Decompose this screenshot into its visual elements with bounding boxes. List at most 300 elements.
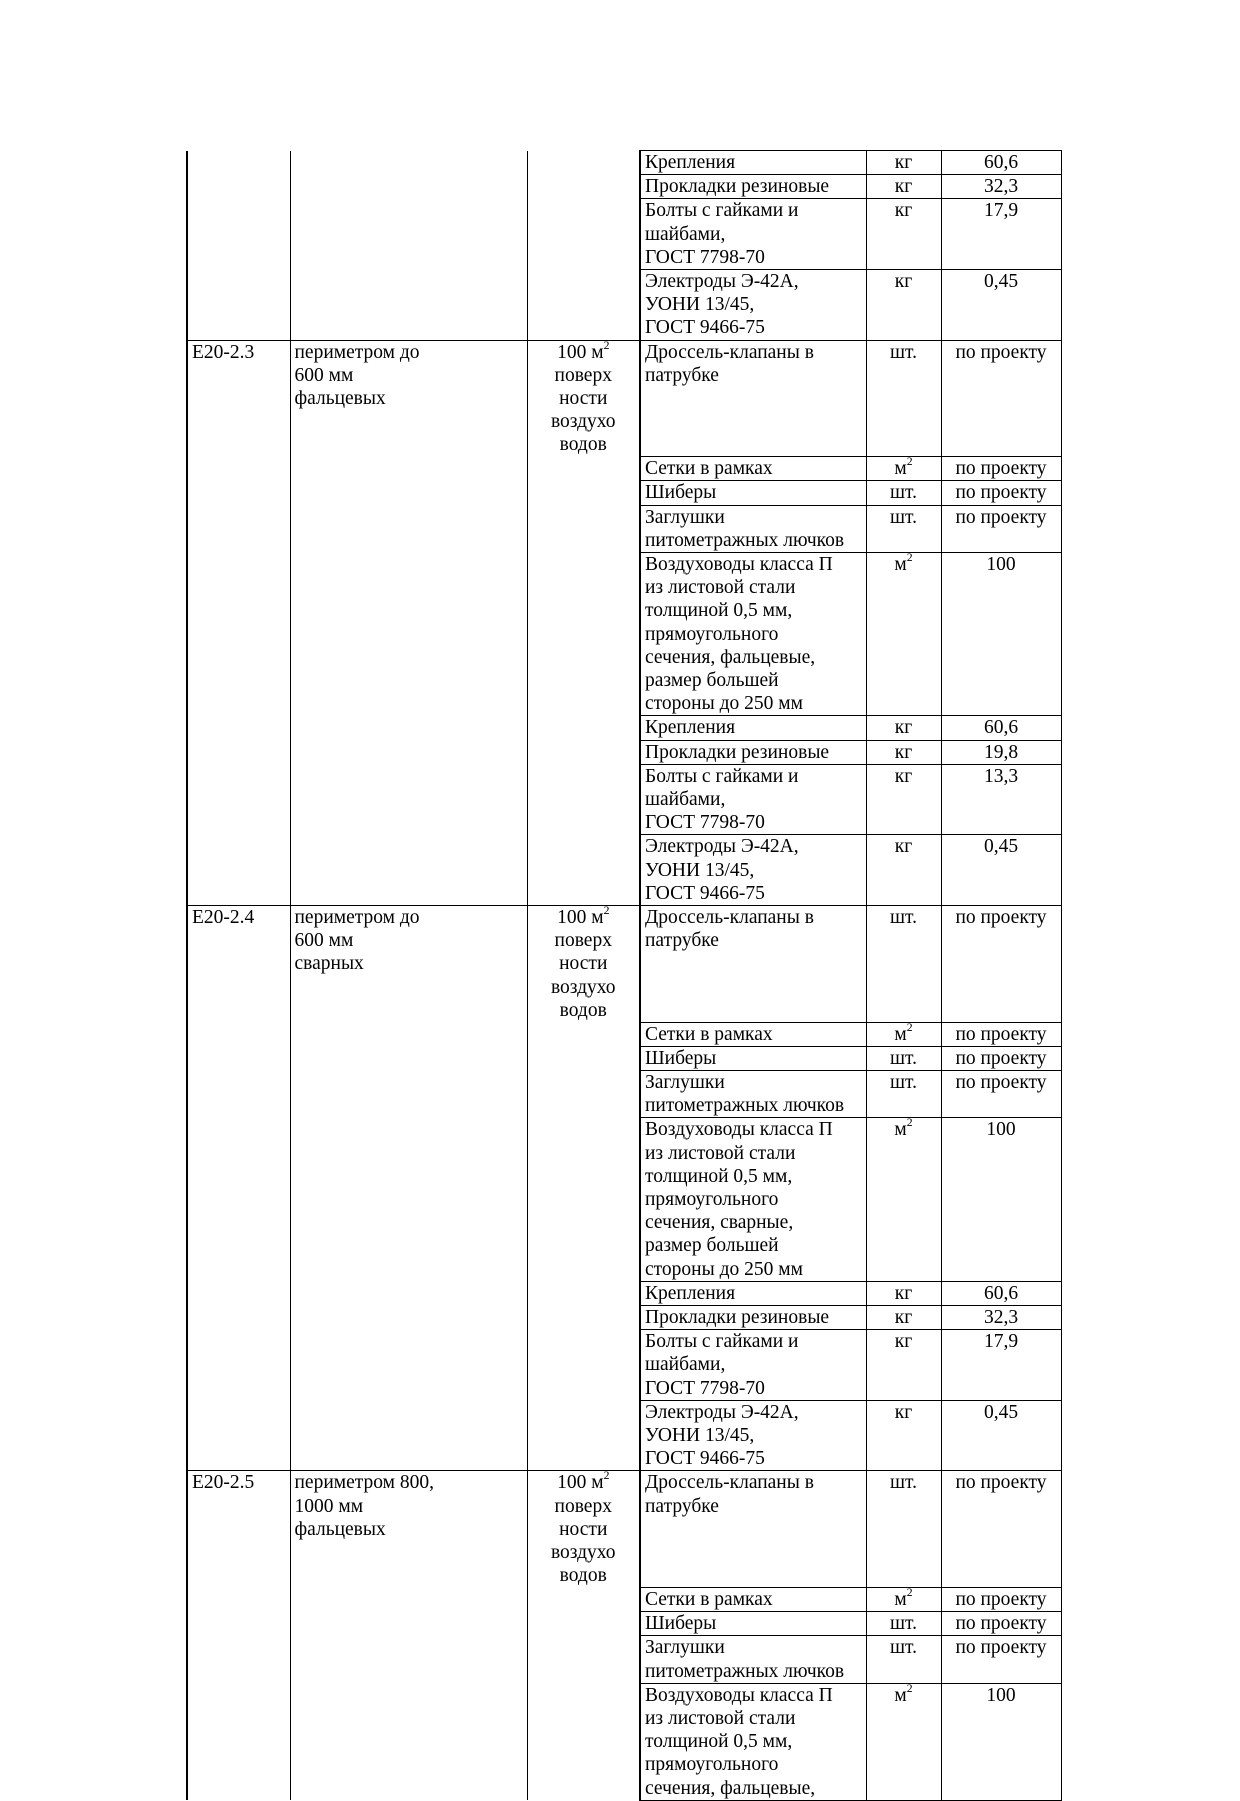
norm-unit-cell (527, 1281, 640, 1305)
norm-unit-cell (527, 151, 640, 175)
norm-unit-superscript: 2 (603, 1469, 610, 1483)
table-row (187, 505, 1061, 552)
table-row (187, 481, 1061, 505)
material-quantity: по проекту (955, 506, 1047, 528)
material-quantity: 100 (986, 1119, 1016, 1141)
norm-code-cell (187, 340, 290, 457)
norm-unit-cell (527, 1330, 640, 1401)
material-unit: м (894, 1588, 907, 1610)
material-quantity: по проекту (955, 1023, 1047, 1045)
material-name-line: Заглушки (645, 1071, 725, 1093)
table-row (187, 1330, 1061, 1401)
norm-description-line: периметром до (294, 341, 420, 363)
material-name-line: толщиной 0,5 мм, (645, 1731, 793, 1753)
material-unit: м (894, 1119, 907, 1141)
norm-code-cell (187, 716, 290, 740)
material-name-line: патрубке (645, 930, 719, 952)
table-row (187, 1305, 1061, 1329)
norm-code-cell (187, 1683, 290, 1800)
material-name-line: из листовой стали (645, 1142, 796, 1164)
table-row (187, 1471, 1061, 1588)
material-name-cell (640, 175, 866, 199)
material-quantity: 17,9 (983, 200, 1019, 222)
norm-unit-cell (527, 505, 640, 552)
material-unit-cell (866, 1330, 941, 1401)
material-name-line: Прокладки резиновые (645, 1306, 830, 1328)
norm-unit-base-text: 100 м (557, 907, 604, 928)
material-unit: м (894, 458, 907, 480)
material-name-cell (640, 1330, 866, 1401)
material-name-line: ГОСТ 7798-70 (645, 812, 765, 834)
material-name-line: ГОСТ 9466-75 (645, 882, 765, 904)
norm-description-cell (290, 906, 527, 1023)
norm-unit-line: водов (559, 1565, 607, 1587)
material-quantity: по проекту (955, 907, 1047, 928)
table-row (187, 835, 1061, 906)
material-quantity-cell (941, 1471, 1061, 1588)
material-quantity: 60,6 (983, 152, 1019, 173)
material-quantity-cell (941, 1683, 1061, 1800)
table-row (187, 1587, 1061, 1611)
material-name-cell (640, 835, 866, 906)
material-name-cell (640, 199, 866, 270)
material-name-line: Крепления (645, 717, 736, 739)
material-quantity-cell (941, 175, 1061, 199)
material-quantity-cell (941, 505, 1061, 552)
material-unit: кг (894, 717, 913, 739)
material-quantity-cell (941, 1022, 1061, 1046)
norm-code: Е20-2.5 (192, 1472, 255, 1494)
norm-description-line: периметром 800, (294, 1472, 434, 1494)
material-unit-cell (866, 1612, 941, 1636)
material-quantity: по проекту (955, 1588, 1047, 1610)
material-unit-superscript: 2 (906, 1681, 913, 1695)
material-quantity: 13,3 (983, 765, 1019, 787)
material-unit-cell (866, 716, 941, 740)
material-name-line: Прокладки резиновые (645, 741, 830, 763)
material-name-line: размер большей (645, 1235, 779, 1257)
material-name-line: из листовой стали (645, 577, 796, 599)
material-quantity-cell (941, 1281, 1061, 1305)
material-unit: шт. (890, 1047, 917, 1069)
material-quantity-cell (941, 906, 1061, 1023)
material-unit: кг (894, 741, 913, 763)
norm-code-cell (187, 199, 290, 270)
norm-code-cell (187, 1070, 290, 1117)
table-row (187, 1612, 1061, 1636)
material-name-cell (640, 1281, 866, 1305)
material-unit-cell (866, 199, 941, 270)
material-unit: кг (894, 176, 913, 198)
norm-description-line: фальцевых (294, 388, 386, 410)
table-row (187, 1281, 1061, 1305)
material-quantity: 0,45 (983, 1401, 1019, 1423)
material-name-line: прямоугольного (645, 1188, 779, 1210)
material-name-cell (640, 270, 866, 341)
material-quantity-cell (941, 716, 1061, 740)
material-quantity-cell (941, 1046, 1061, 1070)
norm-code-cell (187, 764, 290, 835)
material-name-line: Сетки в рамках (645, 1588, 773, 1610)
material-quantity: 17,9 (983, 1331, 1019, 1353)
material-quantity: по проекту (955, 458, 1047, 480)
norm-description-cell (290, 151, 527, 175)
norm-code-cell (187, 1305, 290, 1329)
material-quantity: 32,3 (983, 1306, 1019, 1328)
norm-unit-base-text: 100 м (557, 1472, 604, 1494)
material-name-line: Электроды Э-42А, (645, 271, 799, 293)
material-unit: кг (894, 836, 913, 858)
table-body (187, 151, 1061, 1801)
norms-table (186, 150, 1062, 1801)
norm-unit-cell (527, 1612, 640, 1636)
material-unit-cell (866, 1587, 941, 1611)
material-unit-cell (866, 764, 941, 835)
norm-code-cell (187, 1400, 290, 1471)
material-name-line: питометражных лючков (645, 1660, 845, 1682)
material-name-cell (640, 716, 866, 740)
norm-unit-line: ности (559, 388, 608, 410)
material-unit: кг (894, 765, 913, 787)
norm-unit-cell (527, 1587, 640, 1611)
material-name-line: Шиберы (645, 1613, 717, 1635)
material-unit: м (894, 553, 907, 575)
material-unit: шт. (890, 1637, 917, 1659)
norm-unit-cell (527, 1022, 640, 1046)
material-quantity-cell (941, 270, 1061, 341)
norm-unit-cell (527, 1400, 640, 1471)
material-name-line: ГОСТ 9466-75 (645, 317, 765, 339)
material-name-line: шайбами, (645, 223, 726, 245)
material-unit: кг (894, 1306, 913, 1328)
material-name-line: Болты с гайками и (645, 1331, 799, 1353)
material-quantity: по проекту (955, 482, 1047, 504)
material-unit: шт. (890, 1472, 917, 1494)
table-row (187, 1683, 1061, 1800)
norm-unit-line: воздухо (550, 1541, 616, 1563)
material-quantity-cell (941, 1636, 1061, 1683)
material-name-cell (640, 340, 866, 457)
material-quantity-cell (941, 1305, 1061, 1329)
norm-unit-cell (527, 340, 640, 457)
material-unit: шт. (890, 907, 917, 928)
material-unit: кг (894, 200, 913, 222)
material-name-cell (640, 1400, 866, 1471)
material-unit: шт. (890, 1071, 917, 1093)
material-unit: кг (894, 1331, 913, 1353)
norm-code-cell (187, 1330, 290, 1401)
material-unit-cell (866, 1683, 941, 1800)
material-quantity: 60,6 (983, 717, 1019, 739)
material-name-line: Дроссель-клапаны в (645, 1472, 814, 1494)
table-row (187, 270, 1061, 341)
material-name-line: толщиной 0,5 мм, (645, 600, 793, 622)
material-unit-cell (866, 1070, 941, 1117)
norm-description-cell (290, 1683, 527, 1800)
material-name-line: прямоугольного (645, 623, 779, 645)
norm-code-cell (187, 835, 290, 906)
norm-unit-superscript: 2 (603, 904, 610, 918)
material-quantity-cell (941, 1587, 1061, 1611)
norm-description-cell (290, 340, 527, 457)
material-unit-cell (866, 1400, 941, 1471)
material-unit-cell (866, 340, 941, 457)
material-name-cell (640, 1305, 866, 1329)
material-quantity: 32,3 (983, 176, 1019, 198)
material-name-line: ГОСТ 7798-70 (645, 1377, 765, 1399)
norm-unit-line: водов (559, 434, 607, 456)
material-name-line: Болты с гайками и (645, 200, 799, 222)
norm-unit-cell (527, 1471, 640, 1588)
norm-unit-cell (527, 1046, 640, 1070)
material-name-cell (640, 1612, 866, 1636)
norm-code-cell (187, 481, 290, 505)
norm-code-cell (187, 1022, 290, 1046)
table-row (187, 151, 1061, 175)
material-quantity-cell (941, 1330, 1061, 1401)
table-row (187, 1636, 1061, 1683)
material-name-line: Воздуховоды класса П (645, 1119, 833, 1141)
material-name-line: патрубке (645, 364, 719, 386)
norm-description-cell (290, 1281, 527, 1305)
table-row (187, 552, 1061, 715)
material-name-cell (640, 1683, 866, 1800)
norm-description-cell (290, 1046, 527, 1070)
norm-description-cell (290, 505, 527, 552)
material-name-cell (640, 906, 866, 1023)
table-row (187, 340, 1061, 457)
material-name-line: УОНИ 13/45, (645, 859, 755, 881)
norm-code: Е20-2.4 (192, 907, 255, 928)
norm-unit-cell (527, 906, 640, 1023)
material-name-cell (640, 505, 866, 552)
table-row (187, 1070, 1061, 1117)
material-unit-cell (866, 270, 941, 341)
material-name-line: стороны до 250 мм (645, 1258, 803, 1280)
table-row (187, 457, 1061, 481)
norm-description-cell (290, 1587, 527, 1611)
norm-unit-line: поверх (554, 1495, 612, 1517)
material-name-line: Сетки в рамках (645, 458, 773, 480)
material-unit-cell (866, 835, 941, 906)
norm-code-cell (187, 505, 290, 552)
norm-description-cell (290, 481, 527, 505)
norm-unit-cell (527, 270, 640, 341)
table-row (187, 175, 1061, 199)
norm-unit-superscript: 2 (603, 338, 610, 352)
material-unit-cell (866, 1046, 941, 1070)
material-unit-cell (866, 1636, 941, 1683)
material-name-line: патрубке (645, 1495, 719, 1517)
material-unit-superscript: 2 (906, 455, 913, 469)
material-unit: шт. (890, 482, 917, 504)
norm-description-cell (290, 552, 527, 715)
material-name-line: ГОСТ 7798-70 (645, 246, 765, 268)
norm-unit-cell (527, 199, 640, 270)
material-unit-cell (866, 175, 941, 199)
norm-unit-cell (527, 716, 640, 740)
material-quantity-cell (941, 1612, 1061, 1636)
material-quantity: 100 (986, 553, 1016, 575)
norm-unit-base (532, 906, 636, 929)
norm-unit-cell (527, 481, 640, 505)
norm-code-cell (187, 1046, 290, 1070)
norm-code-cell (187, 1118, 290, 1281)
material-name-cell (640, 151, 866, 175)
norm-unit-line: воздухо (550, 976, 616, 998)
norm-description-line: периметром до (294, 907, 420, 928)
norm-code-cell (187, 1612, 290, 1636)
material-unit-superscript: 2 (906, 1586, 913, 1600)
material-name-line: сечения, фальцевые, (645, 1777, 816, 1799)
norm-unit-cell (527, 740, 640, 764)
material-quantity: 0,45 (983, 271, 1019, 293)
table-row (187, 1046, 1061, 1070)
material-name-line: Дроссель-клапаны в (645, 341, 814, 363)
material-unit-cell (866, 1471, 941, 1588)
material-name-line: УОНИ 13/45, (645, 294, 755, 316)
material-name-cell (640, 740, 866, 764)
material-quantity: по проекту (955, 1613, 1047, 1635)
material-quantity: по проекту (955, 1047, 1047, 1069)
material-name-line: Воздуховоды класса П (645, 1684, 833, 1706)
material-unit-superscript: 2 (906, 1020, 913, 1034)
norm-description-cell (290, 716, 527, 740)
table-row (187, 1118, 1061, 1281)
material-name-line: сечения, фальцевые, (645, 646, 816, 668)
norm-unit-cell (527, 457, 640, 481)
material-name-line: Крепления (645, 1282, 736, 1304)
material-quantity-cell (941, 552, 1061, 715)
norm-unit-cell (527, 175, 640, 199)
material-unit: кг (894, 271, 913, 293)
material-name-cell (640, 1471, 866, 1588)
norm-unit-line: поверх (554, 930, 612, 952)
norm-description-cell (290, 1070, 527, 1117)
table-row (187, 764, 1061, 835)
material-name-line: ГОСТ 9466-75 (645, 1448, 765, 1470)
material-name-line: размер большей (645, 669, 779, 691)
material-unit: кг (894, 1401, 913, 1423)
norm-description-cell (290, 740, 527, 764)
material-quantity-cell (941, 764, 1061, 835)
norm-unit-line: ности (559, 953, 608, 975)
norm-description-cell (290, 1330, 527, 1401)
material-name-cell (640, 481, 866, 505)
norm-code-cell (187, 1587, 290, 1611)
norm-unit-cell (527, 1070, 640, 1117)
material-unit-cell (866, 906, 941, 1023)
material-name-cell (640, 1587, 866, 1611)
table-row (187, 906, 1061, 1023)
norm-description-cell (290, 1471, 527, 1588)
norm-code-cell (187, 552, 290, 715)
material-unit-superscript: 2 (906, 551, 913, 565)
norm-code-cell (187, 175, 290, 199)
material-unit-cell (866, 1118, 941, 1281)
material-quantity: 100 (986, 1684, 1016, 1706)
material-quantity-cell (941, 457, 1061, 481)
material-unit-cell (866, 481, 941, 505)
table-row (187, 1400, 1061, 1471)
table-row (187, 1022, 1061, 1046)
norm-description-cell (290, 1612, 527, 1636)
material-name-line: Крепления (645, 152, 736, 173)
norm-code-cell (187, 270, 290, 341)
norm-code: Е20-2.3 (192, 341, 255, 363)
material-unit-superscript: 2 (906, 1116, 913, 1130)
material-name-cell (640, 1046, 866, 1070)
table-row (187, 740, 1061, 764)
material-name-cell (640, 552, 866, 715)
material-quantity-cell (941, 1118, 1061, 1281)
norm-description-line: сварных (294, 953, 364, 975)
material-unit: м (894, 1684, 907, 1706)
material-name-line: Болты с гайками и (645, 765, 799, 787)
material-name-cell (640, 1636, 866, 1683)
material-name-line: Заглушки (645, 1637, 725, 1659)
material-unit-cell (866, 1022, 941, 1046)
norm-description-cell (290, 1118, 527, 1281)
norm-unit-cell (527, 764, 640, 835)
norm-unit-cell (527, 1118, 640, 1281)
material-name-line: УОНИ 13/45, (645, 1424, 755, 1446)
norm-unit-line: ности (559, 1518, 608, 1540)
material-name-line: питометражных лючков (645, 1095, 845, 1117)
material-quantity: по проекту (955, 1637, 1047, 1659)
norm-code-cell (187, 740, 290, 764)
norm-description-cell (290, 199, 527, 270)
material-unit: кг (894, 152, 913, 173)
material-name-line: прямоугольного (645, 1754, 779, 1776)
material-name-cell (640, 1118, 866, 1281)
norm-unit-line: поверх (554, 364, 612, 386)
material-name-cell (640, 1070, 866, 1117)
norm-unit-line: воздухо (550, 411, 616, 433)
norm-description-cell (290, 1022, 527, 1046)
material-unit: шт. (890, 506, 917, 528)
material-unit-cell (866, 457, 941, 481)
material-name-line: сечения, сварные, (645, 1212, 794, 1234)
material-quantity: по проекту (955, 1071, 1047, 1093)
norm-unit-cell (527, 835, 640, 906)
material-name-line: шайбами, (645, 1354, 726, 1376)
norm-unit-cell (527, 1683, 640, 1800)
norm-description-line: 600 мм (294, 364, 354, 386)
material-unit-cell (866, 151, 941, 175)
material-unit: шт. (890, 341, 917, 363)
norm-code-cell (187, 1281, 290, 1305)
norm-description-cell (290, 764, 527, 835)
norm-unit-cell (527, 1305, 640, 1329)
material-name-line: шайбами, (645, 788, 726, 810)
norm-description-cell (290, 457, 527, 481)
norm-description-line: фальцевых (294, 1518, 386, 1540)
material-name-line: Заглушки (645, 506, 725, 528)
material-quantity-cell (941, 199, 1061, 270)
norm-unit-base (532, 1471, 636, 1494)
material-quantity: по проекту (955, 341, 1047, 363)
norm-code-cell (187, 1471, 290, 1588)
material-quantity-cell (941, 151, 1061, 175)
material-name-cell (640, 457, 866, 481)
norm-unit-line: водов (559, 999, 607, 1021)
norm-description-cell (290, 835, 527, 906)
material-quantity-cell (941, 740, 1061, 764)
norm-description-line: 1000 мм (294, 1495, 364, 1517)
norm-description-cell (290, 1400, 527, 1471)
material-quantity: 60,6 (983, 1282, 1019, 1304)
